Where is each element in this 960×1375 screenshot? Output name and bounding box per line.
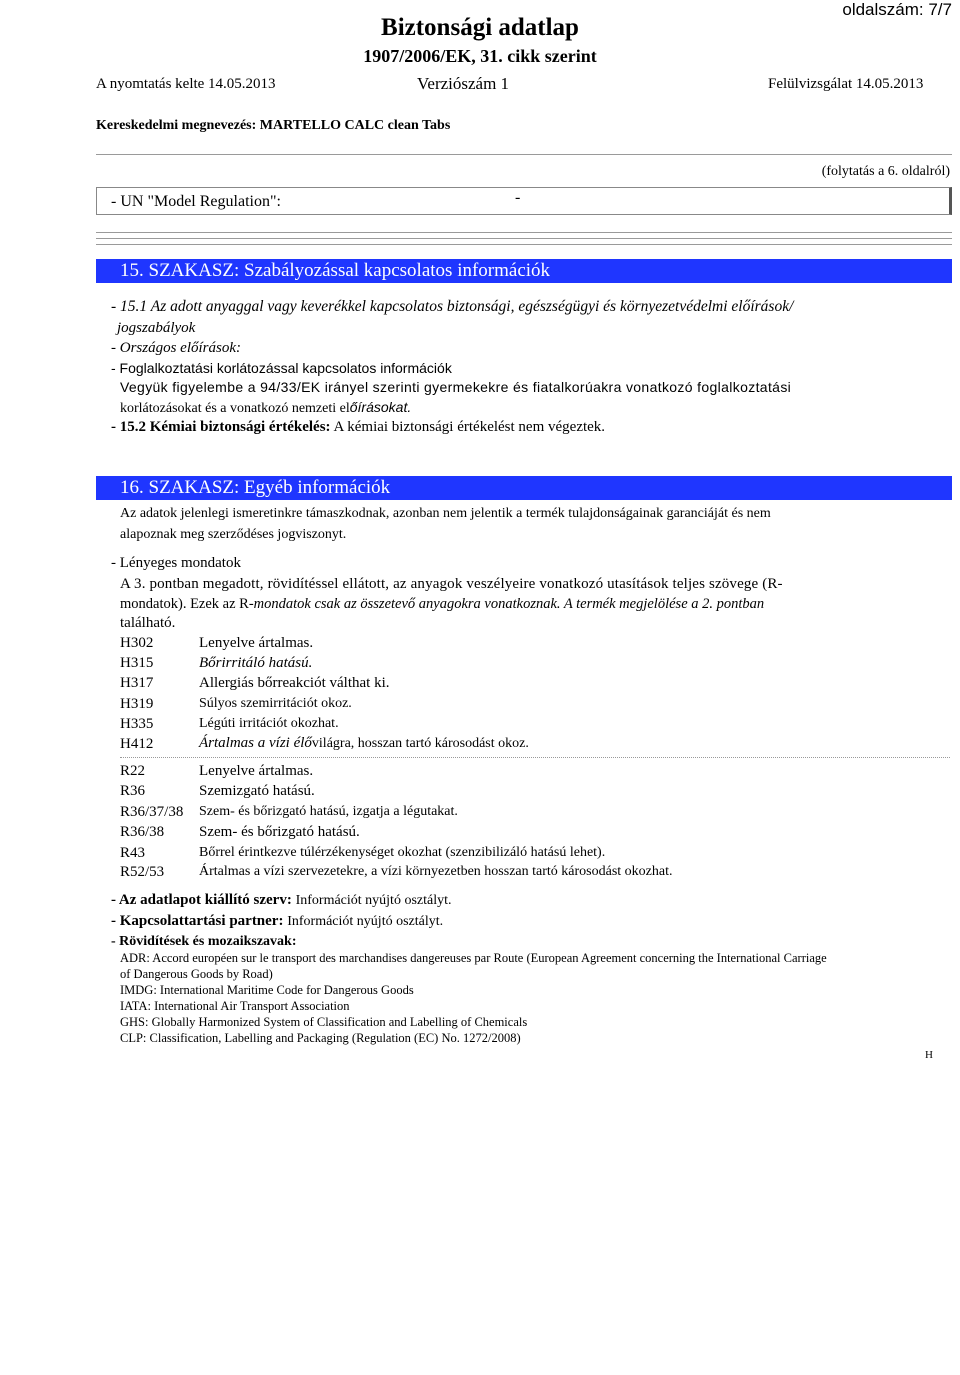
contact-partner: - Kapcsolattartási partner: Információt nyújtó osztályt. bbox=[111, 913, 444, 929]
h-statement-code: H319 bbox=[120, 696, 154, 712]
employment-restrictions-text-cont: korlátozásokat és a vonatkozó nemzeti előírásokat. bbox=[120, 399, 412, 416]
h-statement-text: Lenyelve ártalmas. bbox=[199, 635, 314, 651]
r-phrase-code: R43 bbox=[120, 845, 146, 861]
divider bbox=[96, 244, 952, 245]
relevant-phrases-heading: - Lényeges mondatok bbox=[111, 555, 241, 571]
h-statement-text: Légúti irritációt okozhat. bbox=[199, 716, 339, 731]
section-15-1-heading-cont: jogszabályok bbox=[117, 320, 196, 336]
phrases-explanation-cont: mondatok). Ezek az R-mondatok csak az összetevő anyagokra vonatkoznak. A termék megjelölése a 2. pontban bbox=[120, 596, 765, 612]
page-number: oldalszám: 7/7 bbox=[842, 0, 952, 19]
abbreviation-item: ADR: Accord européen sur le transport des marchandises dangereuses par Route (European Agreement concerning the International Carriage bbox=[120, 951, 827, 965]
divider bbox=[96, 232, 952, 233]
h-statement-code: H335 bbox=[120, 716, 154, 732]
r-phrase-text: Ártalmas a vízi szervezetekre, a vízi környezetben hosszan tartó károsodást okozhat. bbox=[199, 864, 673, 879]
chemical-safety-assessment: - 15.2 Kémiai biztonsági értékelés: A kémiai biztonsági értékelést nem végeztek. bbox=[111, 419, 606, 435]
r-phrase-text: Szemizgató hatású. bbox=[199, 783, 315, 799]
dotted-separator bbox=[120, 757, 950, 758]
phrases-explanation-end: található. bbox=[120, 615, 176, 631]
document-title: Biztonsági adatlap bbox=[381, 14, 579, 41]
h-statement-code: H317 bbox=[120, 675, 154, 691]
un-regulation-label: - UN "Model Regulation": bbox=[111, 193, 281, 210]
r-phrase-code: R36/37/38 bbox=[120, 804, 184, 820]
document-subtitle: 1907/2006/EK, 31. cikk szerint bbox=[363, 46, 597, 66]
section-15-1-heading: - 15.1 Az adott anyaggal vagy keverékkel kapcsolatos biztonsági, egészségügyi és környezetvédelmi előírások/ bbox=[111, 298, 794, 315]
continuation-note: (folytatás a 6. oldalról) bbox=[821, 164, 950, 179]
h-statement-code: H412 bbox=[120, 736, 154, 752]
r-phrase-text: Bőrrel érintkezve túlérzékenységet okozhat (szenzibilizáló hatású lehet). bbox=[199, 845, 606, 860]
trade-name: Kereskedelmi megnevezés: MARTELLO CALC clean Tabs bbox=[96, 118, 451, 133]
r-phrase-text: Lenyelve ártalmas. bbox=[199, 763, 314, 779]
h-statement-text: Ártalmas a vízi élővilágra, hosszan tartó károsodást okoz. bbox=[199, 735, 529, 751]
un-regulation-value: - bbox=[515, 189, 521, 206]
abbreviations-heading: - Rövidítések és mozaikszavak: bbox=[111, 934, 297, 949]
abbreviation-item: IMDG: International Maritime Code for Dangerous Goods bbox=[120, 983, 414, 997]
version-number: Verziószám 1 bbox=[417, 74, 510, 93]
country-code: H bbox=[925, 1049, 933, 1061]
national-regulations: - Országos előírások: bbox=[111, 340, 241, 356]
disclaimer-text: Az adatok jelenlegi ismeretinkre támaszkodnak, azonban nem jelentik a termék tulajdonságainak garanciáját és nem bbox=[120, 506, 771, 521]
employment-restrictions-text: Vegyük figyelembe a 94/33/EK irányel szerinti gyermekekre és fiatalkorúakra vonatkozó foglalkoztatási bbox=[120, 379, 792, 395]
disclaimer-text-cont: alapoznak meg szerződéses jogviszonyt. bbox=[120, 527, 347, 542]
section-16-heading: 16. SZAKASZ: Egyéb információk bbox=[96, 476, 952, 500]
r-phrase-text: Szem- és bőrizgató hatású. bbox=[199, 824, 360, 840]
issuer: - Az adatlapot kiállító szerv: Információt nyújtó osztályt. bbox=[111, 892, 452, 908]
divider bbox=[96, 238, 952, 239]
r-phrase-code: R52/53 bbox=[120, 864, 165, 880]
h-statement-text: Bőrirritáló hatású. bbox=[199, 655, 313, 671]
h-statement-text: Allergiás bőrreakciót válthat ki. bbox=[199, 675, 390, 691]
h-statement-code: H302 bbox=[120, 635, 154, 651]
r-phrase-text: Szem- és bőrizgató hatású, izgatja a légutakat. bbox=[199, 804, 458, 819]
section-15-heading: 15. SZAKASZ: Szabályozással kapcsolatos információk bbox=[96, 259, 952, 283]
abbreviation-item: CLP: Classification, Labelling and Packaging (Regulation (EC) No. 1272/2008) bbox=[120, 1031, 521, 1045]
r-phrase-code: R22 bbox=[120, 763, 146, 779]
h-statement-text: Súlyos szemirritációt okoz. bbox=[199, 696, 352, 711]
phrases-explanation: A 3. pontban megadott, rövidítéssel ellátott, az anyagok veszélyeire vonatkozó utasítások teljes szövege (R- bbox=[120, 576, 783, 592]
header-divider bbox=[96, 154, 952, 155]
h-statement-code: H315 bbox=[120, 655, 154, 671]
abbreviation-item: IATA: International Air Transport Association bbox=[120, 999, 350, 1013]
r-phrase-code: R36 bbox=[120, 783, 146, 799]
employment-restrictions-heading: - Foglalkoztatási korlátozással kapcsolatos információk bbox=[111, 360, 452, 376]
abbreviation-item: of Dangerous Goods by Road) bbox=[120, 967, 273, 981]
r-phrase-code: R36/38 bbox=[120, 824, 165, 840]
review-date: Felülvizsgálat 14.05.2013 bbox=[768, 76, 924, 92]
print-date: A nyomtatás kelte 14.05.2013 bbox=[96, 76, 276, 92]
abbreviation-item: GHS: Globally Harmonized System of Classification and Labelling of Chemicals bbox=[120, 1015, 528, 1029]
